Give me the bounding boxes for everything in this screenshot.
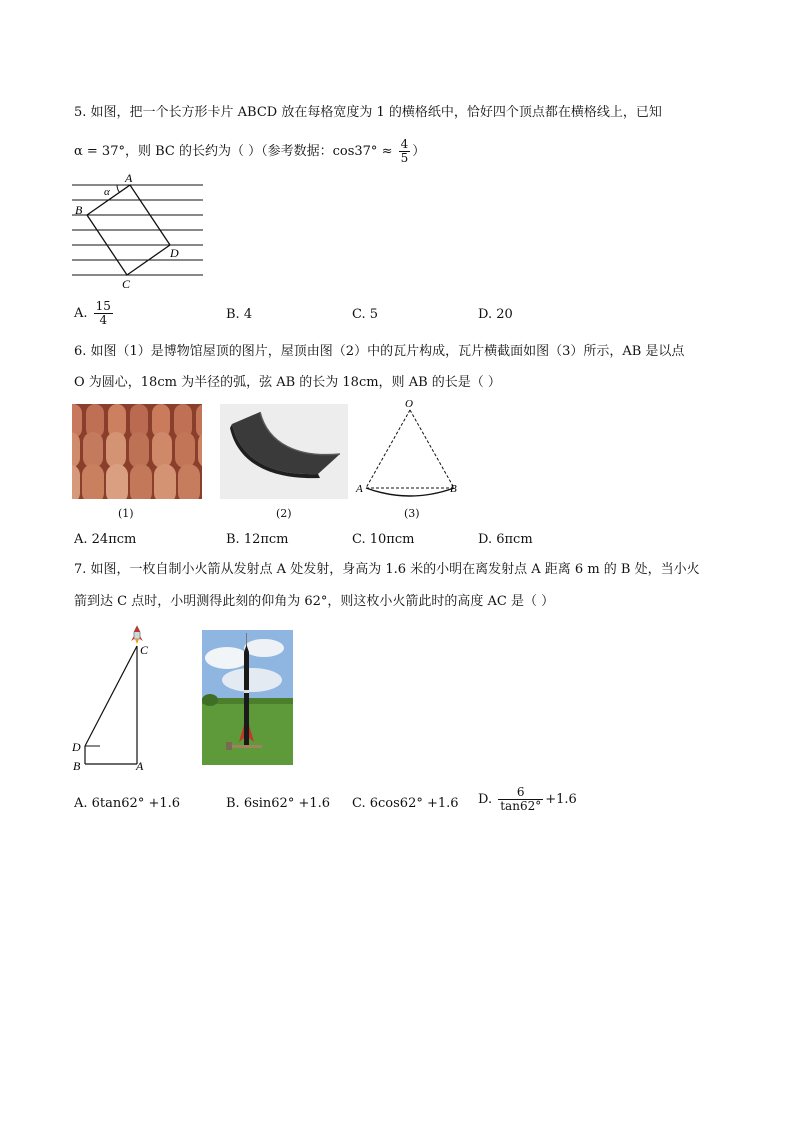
q6-figure-1-roof-tiles-photo (72, 404, 202, 499)
q5-option-a-fraction (94, 300, 113, 327)
q5-option-c[interactable]: C. 5 (352, 307, 379, 322)
q7-text-line1: 7. 如图，一枚自制小火箭从发射点 A 处发射，身高为 1.6 米的小明在离发射点 A 距离 6 m 的 B 处，当小火 (74, 562, 700, 577)
q6-caption-3: (3) (404, 507, 420, 520)
q6-caption-1: (1) (118, 507, 134, 520)
q6-option-c[interactable]: C. 10πcm (352, 532, 415, 547)
q6-option-d[interactable]: D. 6πcm (478, 532, 533, 547)
q5-label-c: C (122, 277, 131, 291)
q5-text-line2-post: ） (412, 144, 426, 159)
q7-option-d-denominator: tan62° (500, 799, 542, 813)
q5-text-line1: 5. 如图，把一个长方形卡片 ABCD 放在每格宽度为 1 的横格纸中，恰好四个顶点都在横格线上，已知 (74, 105, 662, 120)
q7-option-d-numerator: 6 (498, 786, 543, 800)
q6-label-a: A (356, 483, 363, 495)
q6-figure-3-sector-diagram (352, 396, 464, 500)
q5-reference-fraction (399, 138, 411, 165)
q6-text-line2: O 为圆心，18cm 为半径的弧，弦 AB 的长为 18cm，则 AB 的长是（ ） (74, 375, 501, 390)
q6-figure-2-tile-photo (220, 404, 348, 499)
q6-text-line1: 6. 如图（1）是博物馆屋顶的图片，屋顶由图（2）中的瓦片构成，瓦片横截面如图（3）所示，AB 是以点 (74, 344, 685, 359)
q6-caption-2: (2) (276, 507, 292, 520)
q5-label-b: B (75, 203, 83, 217)
rocket-icon (131, 626, 143, 644)
q5-option-a[interactable] (74, 300, 115, 327)
q7-figure-triangle-diagram (66, 622, 162, 774)
q7-option-d-fraction (498, 786, 543, 813)
q5-option-a-prefix: A. (74, 306, 88, 321)
q7-option-d-post: +1.6 (545, 792, 577, 807)
q7-text-line2: 箭到达 C 点时，小明测得此刻的仰角为 62°，则这枚小火箭此时的高度 AC 是（ ） (74, 594, 555, 609)
q7-label-a: A (136, 759, 144, 773)
q6-label-o: O (405, 398, 413, 410)
q7-rocket-launch-photo (202, 630, 293, 765)
q5-frac-denominator: 5 (400, 151, 409, 165)
q7-option-d[interactable] (478, 786, 577, 813)
q6-option-b[interactable]: B. 12πcm (226, 532, 289, 547)
q5-label-a: A (125, 171, 133, 185)
q5-frac-numerator: 4 (400, 137, 409, 151)
q5-label-d: D (170, 246, 179, 260)
q5-text-line2 (74, 138, 425, 165)
q5-option-d[interactable]: D. 20 (478, 307, 513, 322)
q5-label-alpha: α (104, 186, 110, 198)
q7-label-b: B (73, 759, 81, 773)
q7-label-c: C (140, 643, 149, 657)
q5-option-a-numerator: 15 (95, 299, 111, 313)
q6-label-b: B (450, 483, 457, 495)
q7-option-c[interactable]: C. 6cos62° +1.6 (352, 796, 459, 811)
q7-option-b[interactable]: B. 6sin62° +1.6 (226, 796, 331, 811)
q7-option-d-prefix: D. (478, 792, 493, 807)
q7-label-d: D (72, 740, 81, 754)
q5-figure-rectangle-on-lined-paper (66, 170, 216, 294)
q6-option-a[interactable]: A. 24πcm (74, 532, 137, 547)
q5-option-b[interactable]: B. 4 (226, 307, 253, 322)
q5-option-a-denominator: 4 (99, 313, 108, 327)
q5-text-line2-pre: α = 37°，则 BC 的长约为（ ）（参考数据：cos37° ≈ (74, 144, 397, 159)
q7-option-a[interactable]: A. 6tan62° +1.6 (74, 796, 181, 811)
